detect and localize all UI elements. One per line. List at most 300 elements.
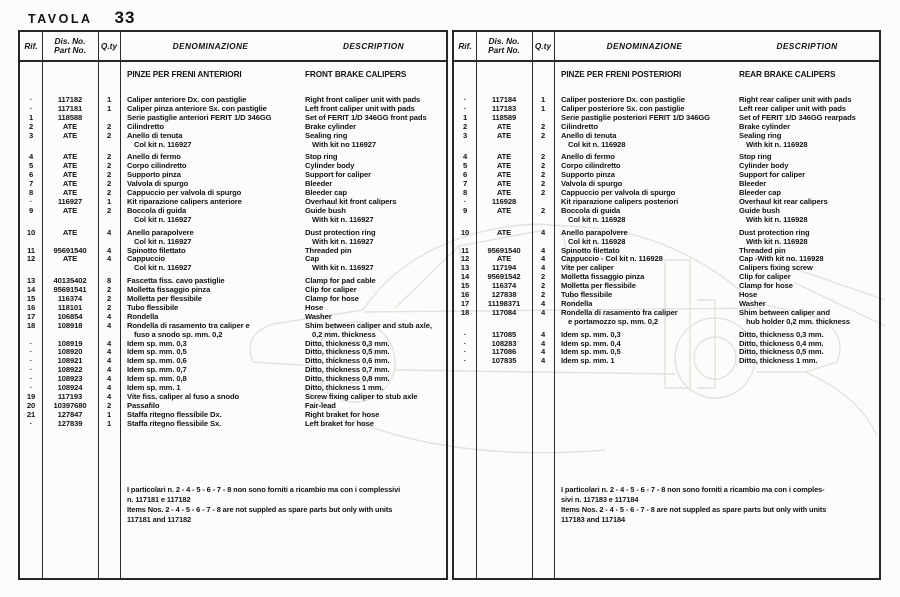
table-row	[454, 162, 879, 171]
part-number-cell: ATE	[496, 130, 512, 140]
qty-cell: 4	[540, 347, 546, 357]
description-cell: Ditto, thickness 0,4 mm.	[739, 338, 824, 348]
qty-cell: 2	[540, 188, 546, 198]
rif-cell: ·	[463, 329, 467, 339]
denominazione-cell: Fascetta fiss. cavo pastiglie	[127, 276, 225, 286]
description-cell: Bleeder cap	[739, 188, 781, 198]
denominazione-cell: Molletta fissaggio pinza	[561, 272, 645, 282]
rif-cell: 10	[26, 227, 36, 237]
footnote-line: 117183 and 117184	[561, 514, 626, 524]
description-cell: Shim between caliper and stub axle, 0,2 mm. thickness	[305, 320, 432, 339]
page-title-label: TAVOLA	[28, 12, 93, 26]
denominazione-cell: Cappuccio Col kit n. 116927	[127, 254, 192, 273]
qty-cell: 4	[106, 245, 112, 255]
section-title-it: PINZE PER FRENI ANTERIORI	[127, 70, 242, 79]
rif-cell: ·	[29, 103, 33, 113]
qty-cell: 4	[540, 263, 546, 273]
header-description: DESCRIPTION	[776, 41, 838, 51]
qty-cell: 4	[540, 254, 546, 264]
rif-cell: 11	[27, 245, 35, 255]
part-number-cell: ATE	[496, 205, 512, 215]
description-cell: Cylinder body	[305, 161, 355, 171]
rif-cell: 2	[28, 121, 34, 131]
qty-cell: 2	[106, 130, 112, 140]
rif-cell: 8	[28, 188, 34, 198]
description-cell: Sealing ring With kit no 116927	[305, 130, 376, 149]
description-cell: Clamp for pad cable	[305, 276, 376, 286]
qty-cell: 2	[540, 130, 546, 140]
qty-cell: 4	[540, 338, 546, 348]
rif-cell: 14	[460, 272, 470, 282]
table-row	[454, 282, 879, 291]
footnote-line: I particolari n. 2 - 4 - 5 - 6 - 7 - 8 non sono forniti a ricambio ma con i comples-	[561, 485, 825, 494]
table-row	[20, 286, 446, 295]
qty-cell: 1	[540, 103, 546, 113]
qty-cell: 1	[106, 418, 112, 428]
description-cell: Bleeder	[305, 179, 333, 189]
description-cell: Right front caliper unit with pads	[305, 95, 421, 104]
header-dis-no: Dis. No.	[488, 36, 520, 46]
description-cell: Guide bush With kit n. 116928	[739, 205, 808, 224]
rif-cell: ·	[463, 196, 467, 206]
description-cell: Washer	[739, 298, 766, 308]
rif-cell: 3	[28, 130, 34, 140]
rif-cell: ·	[29, 338, 33, 348]
footnote-line: Items Nos. 2 - 4 - 5 - 6 - 7 - 8 are not suppled as spare parts but only with units	[127, 504, 393, 514]
table-row	[454, 114, 879, 123]
qty-cell: 2	[106, 161, 112, 171]
section-title-en: FRONT BRAKE CALIPERS	[305, 70, 407, 79]
rows-container	[20, 96, 446, 429]
footnote-line: 117181 and 117182	[127, 514, 192, 524]
rif-cell: 9	[28, 205, 34, 215]
rif-cell: ·	[29, 365, 33, 375]
table-row	[20, 132, 446, 150]
part-number-cell: 127847	[57, 409, 83, 419]
part-number-cell: ATE	[62, 205, 78, 215]
part-number-cell: 10397680	[53, 400, 87, 410]
denominazione-cell: Tubo flessibile	[561, 290, 613, 300]
denominazione-cell: Cappuccio per valvola di spurgo	[561, 188, 676, 198]
part-number-cell: 118101	[57, 302, 83, 312]
part-number-cell: 117085	[491, 329, 517, 339]
qty-cell: 2	[540, 170, 546, 180]
denominazione-cell: Idem sp. mm. 0,8	[127, 374, 187, 384]
header-denominazione: DENOMINAZIONE	[172, 41, 249, 51]
section-title-row	[454, 70, 879, 79]
rif-cell: 14	[26, 285, 36, 295]
part-number-cell: 117181	[57, 103, 83, 113]
qty-cell: 2	[540, 179, 546, 189]
description-cell: Overhaul kit front calipers	[305, 196, 397, 206]
description-cell: Clamp for hose	[305, 294, 359, 304]
qty-cell: 4	[106, 227, 112, 237]
denominazione-cell: Molletta per flessibile	[561, 281, 636, 291]
rif-cell: 3	[462, 130, 468, 140]
rif-cell: ·	[463, 95, 467, 104]
qty-cell: 2	[106, 285, 112, 295]
qty-cell: 4	[106, 254, 112, 264]
rif-cell: 1	[462, 112, 468, 122]
rif-cell: 4	[28, 152, 34, 162]
qty-cell: 1	[106, 103, 112, 113]
qty-cell: 4	[540, 356, 546, 366]
rif-cell: 10	[460, 227, 470, 237]
part-number-cell: 108919	[57, 338, 83, 348]
description-cell: Ditto, thickness 0,3 mm.	[305, 338, 390, 348]
denominazione-cell: Anello di fermo	[561, 152, 615, 162]
description-cell: Left braket for hose	[305, 418, 374, 428]
description-cell: Brake cylinder	[739, 121, 790, 131]
rif-cell: 16	[26, 302, 36, 312]
footnote	[127, 485, 441, 525]
part-number-cell: ATE	[62, 227, 78, 237]
part-number-cell: 127839	[57, 418, 83, 428]
qty-cell: 2	[540, 281, 546, 291]
rif-cell: 12	[460, 254, 470, 264]
part-number-cell: 116374	[57, 294, 83, 304]
rif-cell: ·	[463, 103, 467, 113]
description-cell: Stop ring	[739, 152, 772, 162]
part-number-cell: ATE	[62, 179, 78, 189]
denominazione-cell: Spinotto filettato	[561, 245, 620, 255]
part-number-cell: ATE	[496, 121, 512, 131]
denominazione-cell: Anello parapolvere Col kit n. 116928	[561, 227, 628, 246]
rif-cell: ·	[463, 338, 467, 348]
denominazione-cell: Molletta fissaggio pinza	[127, 285, 211, 295]
table-row	[454, 273, 879, 282]
table-header	[20, 32, 446, 62]
denominazione-cell: Molletta per flessibile	[127, 294, 202, 304]
part-number-cell: ATE	[496, 227, 512, 237]
qty-cell: 4	[106, 356, 112, 366]
rif-cell: 7	[462, 179, 468, 189]
description-cell: Ditto, thickness 1 mm.	[305, 383, 384, 393]
description-cell: Hose	[305, 302, 324, 312]
part-number-cell: 117183	[491, 103, 517, 113]
header-description: DESCRIPTION	[342, 41, 405, 51]
description-cell: Threaded pin	[305, 245, 352, 255]
denominazione-cell: Idem sp. mm. 0,4	[561, 338, 621, 348]
qty-cell: 1	[106, 95, 112, 104]
denominazione-cell: Corpo cilindretto	[127, 161, 187, 171]
description-cell: Stop ring	[305, 152, 338, 162]
description-cell: Ditto, thickness 0,7 mm.	[305, 365, 390, 375]
part-number-cell: 106854	[57, 311, 83, 321]
table-row	[454, 229, 879, 247]
header-part-no-line2: Part No.	[488, 45, 520, 55]
section-title-it: PINZE PER FRENI POSTERIORI	[561, 70, 682, 79]
rif-cell: 18	[460, 307, 470, 317]
denominazione-cell: Idem sp. mm. 0,5	[561, 347, 621, 357]
description-cell: Bleeder cap	[305, 188, 347, 198]
denominazione-cell: Caliper posteriore Dx. con pastiglie	[561, 95, 685, 104]
rif-cell: 17	[26, 311, 36, 321]
qty-cell: 4	[106, 392, 112, 401]
table-row	[20, 402, 446, 411]
rif-cell: 4	[462, 152, 468, 162]
part-number-cell: ATE	[62, 121, 78, 131]
description-cell: Set of FERIT 1/D 346GG rearpads	[739, 112, 856, 122]
table-row	[20, 322, 446, 340]
description-cell: Clip for caliper	[739, 272, 791, 282]
denominazione-cell: Kit riparazione calipers posteriori	[561, 196, 679, 206]
rif-cell: 12	[26, 254, 36, 264]
table-row	[454, 132, 879, 150]
part-number-cell: ATE	[62, 152, 78, 162]
denominazione-cell: Idem sp. mm. 0,3	[561, 329, 621, 339]
denominazione-cell: Caliper posteriore Sx. con pastiglie	[561, 103, 685, 113]
rif-cell: 8	[462, 188, 468, 198]
table-body	[20, 62, 446, 524]
denominazione-cell: Rondella di rasamento fra caliper e portamozzo sp. mm. 0,2	[561, 307, 678, 326]
table-row	[454, 255, 879, 264]
denominazione-cell: Serie pastiglie anteriori FERIT 1/D 346GG	[127, 112, 272, 122]
rif-cell: 7	[28, 179, 34, 189]
table-row	[454, 153, 879, 162]
description-cell: Fair-lead	[305, 400, 336, 410]
description-cell: Guide bush With kit n. 116927	[305, 205, 374, 224]
description-cell: Ditto, thickness 0,5 mm.	[305, 347, 390, 357]
header-part-no	[42, 37, 98, 55]
part-number-cell: ATE	[496, 188, 512, 198]
description-cell: Ditto, thickness 0,5 mm.	[739, 347, 824, 357]
qty-cell: 4	[106, 338, 112, 348]
header-dis-no: Dis. No.	[54, 36, 86, 46]
table-row	[20, 411, 446, 420]
footnote-line: sivi n. 117183 e 117184	[561, 494, 639, 504]
front-calipers-table	[18, 30, 448, 580]
qty-cell: 4	[106, 383, 112, 393]
qty-cell: 1	[106, 196, 112, 206]
qty-cell: 2	[106, 152, 112, 162]
part-number-cell: 117184	[491, 95, 517, 104]
description-cell: Bleeder	[739, 179, 767, 189]
qty-cell: 2	[540, 272, 546, 282]
description-cell: Dust protection ring With kit n. 116927	[305, 227, 376, 246]
rif-cell: 21	[26, 409, 36, 419]
header-part-no-line2: Part No.	[54, 45, 86, 55]
qty-cell: 4	[540, 298, 546, 308]
denominazione-cell: Boccola di guida Col kit n. 116928	[561, 205, 626, 224]
denominazione-cell: Kit riparazione calipers anteriore	[127, 196, 242, 206]
denominazione-cell: Tubo flessibile	[127, 302, 179, 312]
denominazione-cell: Anello di tenuta Col kit n. 116928	[561, 130, 626, 149]
part-number-cell: 108924	[57, 383, 83, 393]
description-cell: Clamp for hose	[739, 281, 793, 291]
qty-cell: 2	[106, 205, 112, 215]
denominazione-cell: Idem sp. mm. 1	[561, 356, 615, 366]
description-cell: Left rear caliper unit with pads	[739, 103, 846, 113]
part-number-cell: 107835	[491, 356, 517, 366]
description-cell: Cylinder body	[739, 161, 789, 171]
qty-cell: 1	[106, 409, 112, 419]
page-title	[28, 8, 135, 28]
denominazione-cell: Idem sp. mm. 0,7	[127, 365, 187, 375]
denominazione-cell: Cappuccio per valvola di spurgo	[127, 188, 242, 198]
denominazione-cell: Serie pastiglie posteriori FERIT 1/D 346GG	[561, 112, 710, 122]
rif-cell: 2	[462, 121, 468, 131]
rif-cell: 1	[28, 112, 34, 122]
part-number-cell: 116928	[491, 196, 517, 206]
section-title-en: REAR BRAKE CALIPERS	[739, 70, 836, 79]
part-number-cell: 117084	[491, 307, 517, 317]
denominazione-cell: Anello parapolvere Col kit n. 116927	[127, 227, 194, 246]
part-number-cell: 117193	[57, 392, 83, 401]
description-cell: Ditto, thickness 1 mm.	[739, 356, 818, 366]
part-number-cell: 108922	[57, 365, 83, 375]
description-cell: Ditto, thickness 0,3 mm.	[739, 329, 824, 339]
description-cell: Right rear caliper unit with pads	[739, 95, 852, 104]
qty-cell: 2	[540, 161, 546, 171]
denominazione-cell: Spinotto filettato	[127, 245, 186, 255]
table-row	[20, 171, 446, 180]
denominazione-cell: Supporto pinza	[561, 170, 615, 180]
part-number-cell: ATE	[496, 254, 512, 264]
part-number-cell: 108283	[491, 338, 517, 348]
page-number: 33	[114, 8, 136, 27]
rif-cell: ·	[463, 356, 467, 366]
denominazione-cell: Anello di fermo	[127, 152, 181, 162]
denominazione-cell: Cappuccio - Col kit n. 116928	[561, 254, 663, 264]
part-number-cell: 11198371	[487, 298, 521, 308]
header-part-no	[476, 37, 532, 55]
rif-cell: ·	[463, 347, 467, 357]
denominazione-cell: Corpo cilindretto	[561, 161, 621, 171]
qty-cell: 4	[106, 320, 112, 330]
part-number-cell: ATE	[62, 254, 78, 264]
footnote-line: n. 117181 e 117182	[127, 494, 191, 504]
rif-cell: 6	[462, 170, 468, 180]
denominazione-cell: Anello di tenuta Col kit n. 116927	[127, 130, 192, 149]
description-cell: Right braket for hose	[305, 409, 380, 419]
part-number-cell: ATE	[496, 161, 512, 171]
rif-cell: ·	[29, 383, 33, 393]
rif-cell: ·	[29, 347, 33, 357]
rif-cell: 13	[26, 276, 36, 286]
qty-cell: 8	[106, 276, 112, 286]
table-row	[20, 207, 446, 225]
description-cell: Ditto, thickness 0,8 mm.	[305, 374, 390, 384]
description-cell: Hose	[739, 290, 758, 300]
part-number-cell: ATE	[62, 170, 78, 180]
header-rif: Rif.	[24, 41, 38, 51]
part-number-cell: 95691541	[53, 285, 87, 295]
rear-calipers-table	[452, 30, 881, 580]
table-row	[20, 114, 446, 123]
denominazione-cell: Caliper pinza anteriore Sx. con pastiglie	[127, 103, 267, 113]
denominazione-cell: Staffa ritegno flessibile Sx.	[127, 418, 222, 428]
part-number-cell: 127838	[491, 290, 517, 300]
description-cell: Brake cylinder	[305, 121, 356, 131]
qty-cell: 2	[106, 188, 112, 198]
part-number-cell: 116927	[57, 196, 83, 206]
rif-cell: 11	[461, 245, 469, 255]
table-row	[20, 162, 446, 171]
qty-cell: 2	[540, 290, 546, 300]
qty-cell: 2	[540, 121, 546, 131]
rif-cell: 15	[460, 281, 470, 291]
table-body	[454, 62, 879, 524]
denominazione-cell: Valvola di spurgo	[561, 179, 623, 189]
denominazione-cell: Rondella di rasamento tra caliper e fuso a snodo sp. mm. 0,2	[127, 320, 250, 339]
footnote-line: I particolari n. 2 - 4 - 5 - 6 - 7 - 8 non sono forniti a ricambio ma con i complessivi	[127, 485, 401, 494]
qty-cell: 4	[106, 365, 112, 375]
rif-cell: 5	[28, 161, 34, 171]
denominazione-cell: Cilindretto	[127, 121, 164, 131]
table-row	[454, 123, 879, 132]
rif-cell: ·	[29, 418, 33, 428]
denominazione-cell: Supporto pinza	[127, 170, 181, 180]
qty-cell: 4	[540, 329, 546, 339]
header-denominazione: DENOMINAZIONE	[606, 41, 683, 51]
qty-cell: 2	[106, 302, 112, 312]
part-number-cell: 118588	[57, 112, 83, 122]
rif-cell: 19	[26, 392, 36, 401]
part-number-cell: 116374	[491, 281, 517, 291]
denominazione-cell: Staffa ritegno flessibile Dx.	[127, 409, 222, 419]
qty-cell: 2	[540, 205, 546, 215]
rif-cell: 9	[462, 205, 468, 215]
part-number-cell: 40135402	[53, 276, 87, 286]
rif-cell: ·	[29, 356, 33, 366]
qty-cell: 2	[106, 121, 112, 131]
part-number-cell: 95691542	[487, 272, 521, 282]
description-cell: Cap -With kit no. 116928	[739, 254, 824, 264]
header-qty: Q.ty	[534, 41, 552, 51]
table-row	[20, 247, 446, 256]
qty-cell: 4	[106, 374, 112, 384]
part-number-cell: 117086	[491, 347, 517, 357]
qty-cell: 4	[106, 311, 112, 321]
table-row	[20, 198, 446, 207]
denominazione-cell: Rondella	[561, 298, 593, 308]
denominazione-cell: Vite per caliper	[561, 263, 614, 273]
description-cell: Clip for caliper	[305, 285, 357, 295]
table-row	[20, 255, 446, 273]
header-rif: Rif.	[458, 41, 472, 51]
description-cell: Sealing ring With kit n. 116928	[739, 130, 808, 149]
qty-cell: 4	[540, 307, 546, 317]
rif-cell: 15	[26, 294, 36, 304]
qty-cell: 2	[540, 152, 546, 162]
description-cell: Support for caliper	[739, 170, 806, 180]
part-number-cell: ATE	[62, 161, 78, 171]
table-header	[454, 32, 879, 62]
part-number-cell: 95691540	[53, 245, 87, 255]
part-number-cell: 117182	[57, 95, 83, 104]
table-row	[454, 309, 879, 327]
part-number-cell: 108920	[57, 347, 83, 357]
denominazione-cell: Idem sp. mm. 0,6	[127, 356, 187, 366]
table-row	[20, 295, 446, 304]
description-cell: Washer	[305, 311, 332, 321]
part-number-cell: ATE	[496, 179, 512, 189]
description-cell: Threaded pin	[739, 245, 786, 255]
description-cell: Dust protection ring With kit n. 116928	[739, 227, 810, 246]
rif-cell: 13	[460, 263, 470, 273]
denominazione-cell: Vite fiss. caliper al fuso a snodo	[127, 392, 240, 401]
description-cell: Set of FERIT 1/D 346GG front pads	[305, 112, 427, 122]
footnote-line: Items Nos. 2 - 4 - 5 - 6 - 7 - 8 are not suppled as spare parts but only with units	[561, 504, 827, 514]
footnote	[561, 485, 874, 525]
rif-cell: 17	[460, 298, 470, 308]
denominazione-cell: Valvola di spurgo	[127, 179, 189, 189]
rif-cell: ·	[29, 95, 33, 104]
denominazione-cell: Cilindretto	[561, 121, 598, 131]
description-cell: Left front caliper unit with pads	[305, 103, 415, 113]
denominazione-cell: Rondella	[127, 311, 159, 321]
